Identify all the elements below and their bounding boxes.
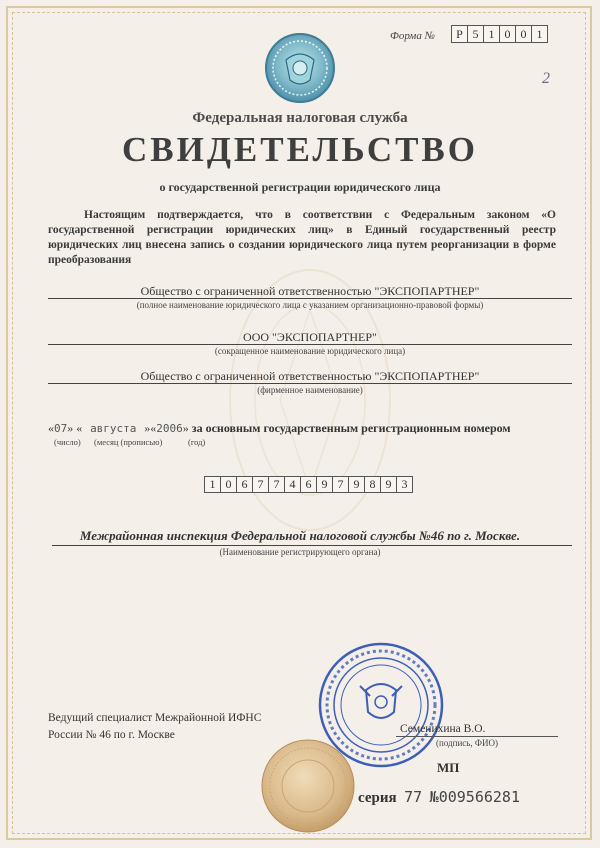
ogrn-digit: 9 <box>380 476 397 493</box>
full-name-value: Общество с ограниченной ответственностью "ЭКСПОПАРТНЕР" <box>140 284 480 298</box>
form-code-digit: 0 <box>515 25 532 43</box>
brand-name-caption: (фирменное наименование) <box>257 385 363 395</box>
brand-name-value: Общество с ограниченной ответственностью "ЭКСПОПАРТНЕР" <box>140 369 480 383</box>
signature-line <box>396 736 558 737</box>
signature-caption: (подпись, ФИО) <box>436 738 498 748</box>
short-name-caption: (сокращенное наименование юридического лица) <box>214 346 406 356</box>
ogrn-number-boxes <box>205 476 413 493</box>
position-line-1: Ведущий специалист Межрайонной ИФНС <box>48 712 262 724</box>
brand-name-line <box>48 383 572 384</box>
ogrn-digit: 3 <box>396 476 413 493</box>
form-code-digit: 1 <box>531 25 548 43</box>
short-name-line <box>48 344 572 345</box>
ogrn-digit: 6 <box>300 476 317 493</box>
ogrn-digit: 9 <box>316 476 333 493</box>
ogrn-digit: 9 <box>348 476 365 493</box>
authority-caption: (Наименование регистрирующего органа) <box>219 547 381 557</box>
form-code-digit: 1 <box>483 25 500 43</box>
certificate-subtitle: о государственной регистрации юридического лица <box>159 180 441 194</box>
ogrn-digit: 4 <box>284 476 301 493</box>
day-caption: (число) <box>54 437 81 447</box>
service-name: Федеральная налоговая служба <box>192 110 408 126</box>
short-name-value: ООО "ЭКСПОПАРТНЕР" <box>243 330 377 344</box>
form-code-digit: Р <box>451 25 468 43</box>
year-caption: (год) <box>188 437 206 447</box>
full-name-caption: (полное наименование юридического лица с указанием организационно-правовой формы) <box>136 300 484 310</box>
form-label: Форма № <box>390 30 435 42</box>
ogrn-digit: 1 <box>204 476 221 493</box>
series-number <box>358 788 520 807</box>
ogrn-digit: 0 <box>220 476 237 493</box>
ogrn-digit: 7 <box>332 476 349 493</box>
form-code-boxes <box>452 25 548 43</box>
gold-seal-icon <box>258 736 358 836</box>
ogrn-digit: 8 <box>364 476 381 493</box>
reg-day: 07 <box>54 422 68 435</box>
confirmation-paragraph: Настоящим подтверждается, что в соответствии с Федеральным законом «О государственной регистрации юридических лиц» в Единый государственный реестр юридических лиц внесена запись о создании юридического лица путем реорганизации в форме преобразования <box>48 209 556 266</box>
signatory-name: Семенихина В.О. <box>400 723 486 735</box>
signatory-position <box>48 710 261 744</box>
document-number: №009566281 <box>429 788 520 806</box>
series-code: 77 <box>404 788 423 806</box>
hologram-emblem-icon <box>262 30 338 106</box>
authority-line <box>52 545 572 546</box>
full-name-line <box>48 298 572 299</box>
handwritten-mark: 2 <box>542 70 550 87</box>
authority-name: Межрайонная инспекция Федеральной налоговой службы №46 по г. Москве. <box>79 528 521 543</box>
ogrn-digit: 7 <box>268 476 285 493</box>
form-code-digit: 0 <box>499 25 516 43</box>
certificate-title: СВИДЕТЕЛЬСТВО <box>121 130 479 169</box>
registration-date-row: «07» « августа »«2006» за основным государственным регистрационным номером <box>48 421 511 435</box>
reg-month: августа <box>90 422 137 435</box>
reg-suffix: за основным государственным регистрационным номером <box>191 421 511 435</box>
reg-year: 2006 <box>156 422 183 435</box>
series-label: серия <box>358 790 397 806</box>
position-line-2: России № 46 по г. Москве <box>48 729 175 741</box>
mp-mark: МП <box>437 760 460 775</box>
month-caption: (месяц (прописью) <box>94 437 163 447</box>
form-code-digit: 5 <box>467 25 484 43</box>
ogrn-digit: 7 <box>252 476 269 493</box>
ogrn-digit: 6 <box>236 476 253 493</box>
